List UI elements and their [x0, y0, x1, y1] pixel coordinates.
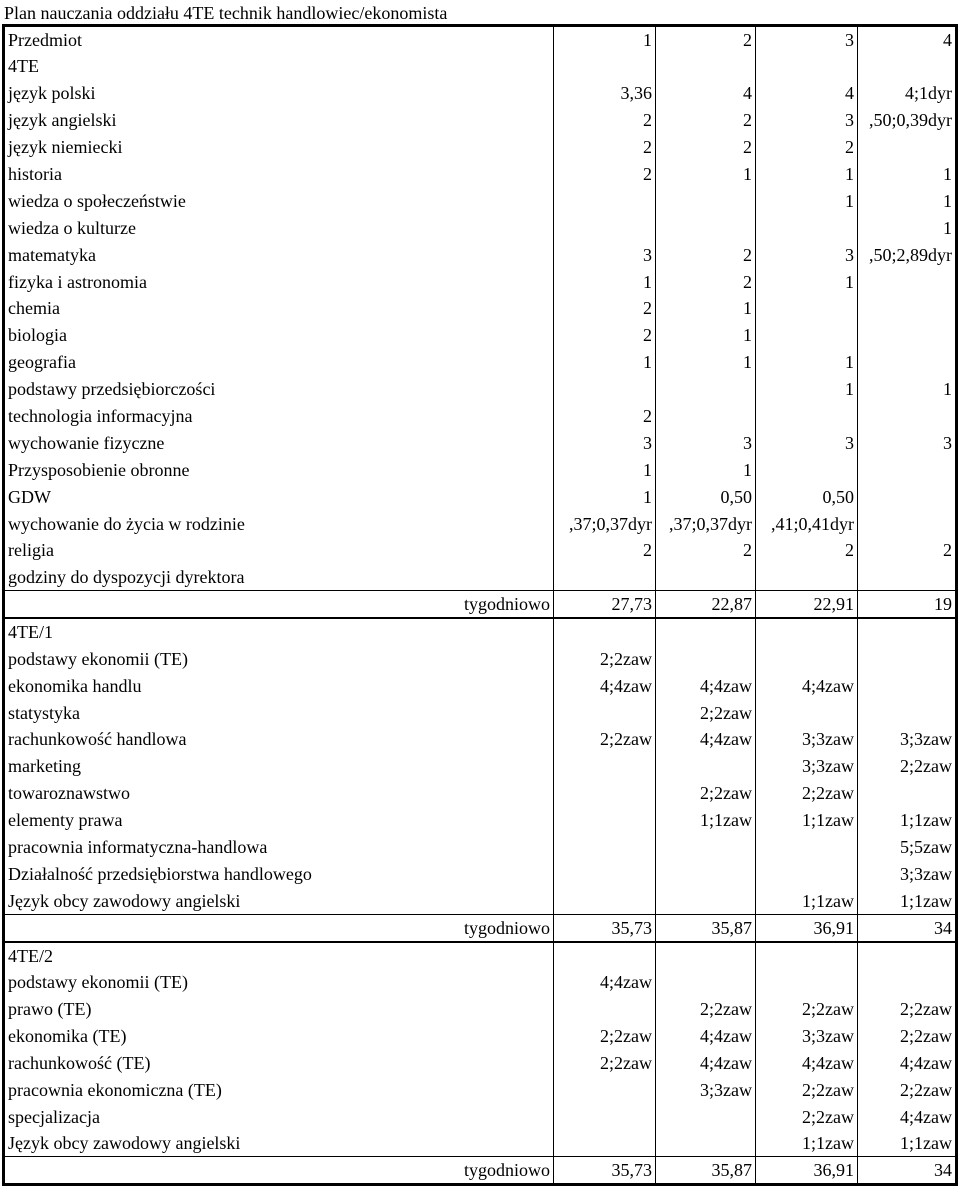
- table-row: [4, 672, 957, 699]
- cell-year-2: [656, 753, 756, 780]
- cell-year-2: 0,50: [656, 483, 756, 510]
- cell-year-1: 3: [554, 241, 656, 268]
- cell-year-4: [858, 942, 957, 969]
- cell-year-3: 1;1zaw: [756, 1130, 858, 1157]
- cell-year-2: 4;4zaw: [656, 1023, 756, 1050]
- cell-year-4: [858, 349, 957, 376]
- cell-year-2: 2: [656, 134, 756, 161]
- cell-year-3: [756, 645, 858, 672]
- cell-year-2: 1: [656, 295, 756, 322]
- table-row: [4, 969, 957, 996]
- cell-year-2: [656, 1103, 756, 1130]
- cell-year-2: [656, 618, 756, 645]
- cell-year-3: 3: [756, 241, 858, 268]
- table-row: [4, 403, 957, 430]
- cell-year-1: 2: [554, 403, 656, 430]
- table-row: [4, 1076, 957, 1103]
- cell-year-4: 2;2zaw: [858, 1023, 957, 1050]
- weekly-total-label: tygodniowo: [4, 914, 554, 942]
- cell-year-3: 1: [756, 349, 858, 376]
- cell-year-1: 2: [554, 107, 656, 134]
- cell-year-4: [858, 510, 957, 537]
- cell-year-3: 3: [756, 107, 858, 134]
- cell-subject: biologia: [4, 322, 554, 349]
- cell-year-1: 2;2zaw: [554, 726, 656, 753]
- cell-year-4: [858, 134, 957, 161]
- cell-subject: wiedza o społeczeństwie: [4, 187, 554, 214]
- weekly-total-label: tygodniowo: [4, 591, 554, 619]
- cell-year-4: 2;2zaw: [858, 753, 957, 780]
- cell-year-2: 1;1zaw: [656, 807, 756, 834]
- table-row: [4, 295, 957, 322]
- cell-year-4: 1: [858, 187, 957, 214]
- cell-year-2: 3: [656, 429, 756, 456]
- cell-year-4: 5;5zaw: [858, 834, 957, 861]
- table-row: [4, 456, 957, 483]
- cell-year-3: 36,91: [756, 914, 858, 942]
- cell-year-4: 3: [858, 429, 957, 456]
- cell-year-1: 27,73: [554, 591, 656, 619]
- cell-year-3: 1: [756, 376, 858, 403]
- table-row: [4, 645, 957, 672]
- cell-year-2: [656, 214, 756, 241]
- cell-subject: elementy prawa: [4, 807, 554, 834]
- cell-year-3: ,41;0,41dyr: [756, 510, 858, 537]
- weekly-total-row: [4, 1157, 957, 1185]
- cell-year-1: [554, 53, 656, 80]
- cell-year-2: 1: [656, 322, 756, 349]
- cell-subject: Język obcy zawodowy angielski: [4, 887, 554, 914]
- table-row: [4, 429, 957, 456]
- cell-year-3: 4;4zaw: [756, 672, 858, 699]
- cell-year-4: 1: [858, 376, 957, 403]
- cell-year-3: 22,91: [756, 591, 858, 619]
- cell-subject: rachunkowość (TE): [4, 1049, 554, 1076]
- cell-subject: historia: [4, 161, 554, 188]
- cell-year-2: ,37;0,37dyr: [656, 510, 756, 537]
- cell-year-1: 1: [554, 349, 656, 376]
- cell-year-1: [554, 214, 656, 241]
- cell-year-2: [656, 942, 756, 969]
- cell-year-1: 35,73: [554, 1157, 656, 1185]
- cell-year-1: 1: [554, 456, 656, 483]
- cell-year-1: [554, 996, 656, 1023]
- cell-subject: towaroznawstwo: [4, 780, 554, 807]
- cell-year-1: 2: [554, 537, 656, 564]
- cell-year-2: 2: [656, 107, 756, 134]
- table-row: [4, 161, 957, 188]
- cell-subject: język angielski: [4, 107, 554, 134]
- cell-year-1: [554, 564, 656, 591]
- table-row: [4, 1023, 957, 1050]
- cell-subject: prawo (TE): [4, 996, 554, 1023]
- cell-year-4: [858, 564, 957, 591]
- cell-year-4: 34: [858, 914, 957, 942]
- cell-subject: matematyka: [4, 241, 554, 268]
- cell-year-3: [756, 214, 858, 241]
- cell-year-3: [756, 860, 858, 887]
- cell-year-1: [554, 807, 656, 834]
- cell-year-2: 1: [656, 456, 756, 483]
- cell-year-1: [554, 699, 656, 726]
- cell-year-4: 4;4zaw: [858, 1049, 957, 1076]
- cell-year-4: [858, 645, 957, 672]
- cell-year-3: [756, 699, 858, 726]
- cell-year-2: 22,87: [656, 591, 756, 619]
- cell-subject: technologia informacyjna: [4, 403, 554, 430]
- cell-year-4: [858, 483, 957, 510]
- cell-subject: marketing: [4, 753, 554, 780]
- cell-year-2: [656, 564, 756, 591]
- cell-year-4: 4;4zaw: [858, 1103, 957, 1130]
- cell-subject: Działalność przedsiębiorstwa handlowego: [4, 860, 554, 887]
- cell-year-1: 2: [554, 295, 656, 322]
- table-row: [4, 1130, 957, 1157]
- cell-year-2: [656, 969, 756, 996]
- cell-subject: rachunkowość handlowa: [4, 726, 554, 753]
- section-header-row: [4, 618, 957, 645]
- cell-year-1: 4;4zaw: [554, 672, 656, 699]
- cell-year-4: [858, 268, 957, 295]
- cell-year-1: 1: [554, 268, 656, 295]
- cell-subject: 4TE: [4, 53, 554, 80]
- cell-year-1: 4;4zaw: [554, 969, 656, 996]
- cell-year-2: [656, 53, 756, 80]
- cell-subject: ekonomika handlu: [4, 672, 554, 699]
- table-row: [4, 564, 957, 591]
- cell-year-4: 2;2zaw: [858, 1076, 957, 1103]
- cell-year-4: 1;1zaw: [858, 1130, 957, 1157]
- cell-year-4: 3;3zaw: [858, 726, 957, 753]
- cell-year-2: 35,87: [656, 1157, 756, 1185]
- cell-year-3: 1: [756, 268, 858, 295]
- cell-year-3: 36,91: [756, 1157, 858, 1185]
- cell-year-1: ,37;0,37dyr: [554, 510, 656, 537]
- cell-year-4: [858, 672, 957, 699]
- cell-subject: ekonomika (TE): [4, 1023, 554, 1050]
- cell-year-2: 2: [656, 537, 756, 564]
- cell-year-2: [656, 860, 756, 887]
- cell-subject: Język obcy zawodowy angielski: [4, 1130, 554, 1157]
- cell-year-3: [756, 456, 858, 483]
- cell-year-4: [858, 403, 957, 430]
- cell-year-1: [554, 1103, 656, 1130]
- cell-year-1: 2;2zaw: [554, 1023, 656, 1050]
- cell-year-4: 19: [858, 591, 957, 619]
- cell-year-4: 1;1zaw: [858, 887, 957, 914]
- section-header-row: [4, 53, 957, 80]
- table-row: [4, 80, 957, 107]
- cell-subject: chemia: [4, 295, 554, 322]
- cell-year-1: [554, 753, 656, 780]
- cell-year-3: 3: [756, 429, 858, 456]
- cell-year-3: 2;2zaw: [756, 996, 858, 1023]
- cell-subject: 4TE/1: [4, 618, 554, 645]
- cell-year-1: [554, 376, 656, 403]
- table-row: [4, 860, 957, 887]
- cell-subject: wychowanie do życia w rodzinie: [4, 510, 554, 537]
- header-year-1: 1: [554, 26, 656, 54]
- table-row: [4, 268, 957, 295]
- cell-year-1: [554, 860, 656, 887]
- cell-subject: specjalizacja: [4, 1103, 554, 1130]
- cell-subject: GDW: [4, 483, 554, 510]
- cell-subject: Przysposobienie obronne: [4, 456, 554, 483]
- cell-year-1: 3,36: [554, 80, 656, 107]
- cell-year-1: 2: [554, 161, 656, 188]
- cell-year-2: 4;4zaw: [656, 1049, 756, 1076]
- cell-year-1: 35,73: [554, 914, 656, 942]
- cell-year-2: [656, 834, 756, 861]
- cell-year-2: 4;4zaw: [656, 672, 756, 699]
- table-row: [4, 726, 957, 753]
- cell-year-2: [656, 403, 756, 430]
- header-subject: Przedmiot: [4, 26, 554, 54]
- cell-year-4: [858, 295, 957, 322]
- cell-year-3: 3;3zaw: [756, 1023, 858, 1050]
- cell-year-4: ,50;0,39dyr: [858, 107, 957, 134]
- cell-year-4: 1;1zaw: [858, 807, 957, 834]
- weekly-total-row: [4, 591, 957, 619]
- cell-subject: język niemiecki: [4, 134, 554, 161]
- cell-year-1: [554, 187, 656, 214]
- table-row: [4, 753, 957, 780]
- cell-subject: wychowanie fizyczne: [4, 429, 554, 456]
- cell-year-2: [656, 1130, 756, 1157]
- cell-year-2: [656, 376, 756, 403]
- cell-year-4: [858, 53, 957, 80]
- cell-year-3: 1;1zaw: [756, 807, 858, 834]
- cell-year-4: [858, 456, 957, 483]
- cell-year-3: [756, 403, 858, 430]
- cell-year-3: [756, 834, 858, 861]
- table-row: [4, 241, 957, 268]
- cell-year-3: 3;3zaw: [756, 726, 858, 753]
- cell-year-4: 1: [858, 161, 957, 188]
- table-row: [4, 510, 957, 537]
- cell-subject: religia: [4, 537, 554, 564]
- table-row: [4, 483, 957, 510]
- table-row: [4, 187, 957, 214]
- cell-year-2: 2;2zaw: [656, 780, 756, 807]
- weekly-total-row: [4, 914, 957, 942]
- cell-year-3: [756, 564, 858, 591]
- cell-year-2: 2;2zaw: [656, 699, 756, 726]
- cell-year-1: 3: [554, 429, 656, 456]
- cell-year-3: [756, 53, 858, 80]
- table-row: [4, 1103, 957, 1130]
- cell-year-2: [656, 187, 756, 214]
- cell-year-2: 35,87: [656, 914, 756, 942]
- cell-year-4: 4;1dyr: [858, 80, 957, 107]
- cell-subject: geografia: [4, 349, 554, 376]
- table-row: [4, 834, 957, 861]
- table-row: [4, 887, 957, 914]
- cell-year-3: [756, 969, 858, 996]
- cell-year-3: 1: [756, 161, 858, 188]
- cell-subject: pracownia ekonomiczna (TE): [4, 1076, 554, 1103]
- cell-year-4: [858, 322, 957, 349]
- header-year-3: 3: [756, 26, 858, 54]
- cell-year-4: 3;3zaw: [858, 860, 957, 887]
- table-row: [4, 807, 957, 834]
- cell-year-2: [656, 887, 756, 914]
- cell-year-3: 1: [756, 187, 858, 214]
- cell-subject: wiedza o kulturze: [4, 214, 554, 241]
- table-row: [4, 134, 957, 161]
- table-row: [4, 349, 957, 376]
- cell-year-3: 2;2zaw: [756, 1103, 858, 1130]
- cell-subject: pracownia informatyczna-handlowa: [4, 834, 554, 861]
- cell-subject: godziny do dyspozycji dyrektora: [4, 564, 554, 591]
- cell-subject: język polski: [4, 80, 554, 107]
- cell-year-1: 2: [554, 322, 656, 349]
- cell-year-3: [756, 942, 858, 969]
- cell-year-4: [858, 969, 957, 996]
- table-row: [4, 780, 957, 807]
- cell-year-1: [554, 942, 656, 969]
- header-year-2: 2: [656, 26, 756, 54]
- cell-year-2: 2;2zaw: [656, 996, 756, 1023]
- cell-year-3: 1;1zaw: [756, 887, 858, 914]
- table-row: [4, 1049, 957, 1076]
- table-row: [4, 376, 957, 403]
- cell-year-1: [554, 1130, 656, 1157]
- table-row: [4, 699, 957, 726]
- cell-year-4: [858, 618, 957, 645]
- table-row: [4, 996, 957, 1023]
- cell-year-4: 34: [858, 1157, 957, 1185]
- header-year-4: 4: [858, 26, 957, 54]
- cell-subject: podstawy ekonomii (TE): [4, 645, 554, 672]
- table-row: [4, 107, 957, 134]
- cell-year-2: 2: [656, 241, 756, 268]
- table-row: [4, 322, 957, 349]
- table-row: [4, 537, 957, 564]
- cell-year-3: 2;2zaw: [756, 1076, 858, 1103]
- cell-subject: 4TE/2: [4, 942, 554, 969]
- cell-year-1: [554, 834, 656, 861]
- weekly-total-label: tygodniowo: [4, 1157, 554, 1185]
- cell-year-1: 2: [554, 134, 656, 161]
- table-header-row: [4, 26, 957, 54]
- cell-year-4: 1: [858, 214, 957, 241]
- table-row: [4, 214, 957, 241]
- cell-year-4: 2;2zaw: [858, 996, 957, 1023]
- cell-subject: fizyka i astronomia: [4, 268, 554, 295]
- cell-year-1: 1: [554, 483, 656, 510]
- cell-year-2: 1: [656, 161, 756, 188]
- cell-year-2: 3;3zaw: [656, 1076, 756, 1103]
- curriculum-table: [2, 24, 958, 1186]
- cell-year-2: 1: [656, 349, 756, 376]
- cell-year-4: ,50;2,89dyr: [858, 241, 957, 268]
- cell-year-3: [756, 322, 858, 349]
- cell-year-1: 2;2zaw: [554, 1049, 656, 1076]
- cell-year-3: 4: [756, 80, 858, 107]
- cell-year-3: 4;4zaw: [756, 1049, 858, 1076]
- cell-year-4: [858, 699, 957, 726]
- cell-subject: statystyka: [4, 699, 554, 726]
- cell-year-3: [756, 618, 858, 645]
- cell-year-3: 2: [756, 134, 858, 161]
- cell-year-3: 3;3zaw: [756, 753, 858, 780]
- cell-year-2: 4;4zaw: [656, 726, 756, 753]
- cell-year-1: [554, 887, 656, 914]
- cell-year-2: 4: [656, 80, 756, 107]
- cell-year-4: 2: [858, 537, 957, 564]
- cell-year-3: [756, 295, 858, 322]
- cell-year-1: [554, 780, 656, 807]
- cell-year-3: 2: [756, 537, 858, 564]
- cell-year-2: [656, 645, 756, 672]
- cell-year-2: 2: [656, 268, 756, 295]
- document-title: Plan nauczania oddziału 4TE technik handlowiec/ekonomista: [4, 3, 448, 23]
- curriculum-table-body: [4, 26, 957, 1185]
- cell-subject: podstawy ekonomii (TE): [4, 969, 554, 996]
- cell-year-3: 0,50: [756, 483, 858, 510]
- cell-year-3: 2;2zaw: [756, 780, 858, 807]
- cell-year-1: [554, 1076, 656, 1103]
- cell-year-1: 2;2zaw: [554, 645, 656, 672]
- cell-subject: podstawy przedsiębiorczości: [4, 376, 554, 403]
- cell-year-4: [858, 780, 957, 807]
- section-header-row: [4, 942, 957, 969]
- cell-year-1: [554, 618, 656, 645]
